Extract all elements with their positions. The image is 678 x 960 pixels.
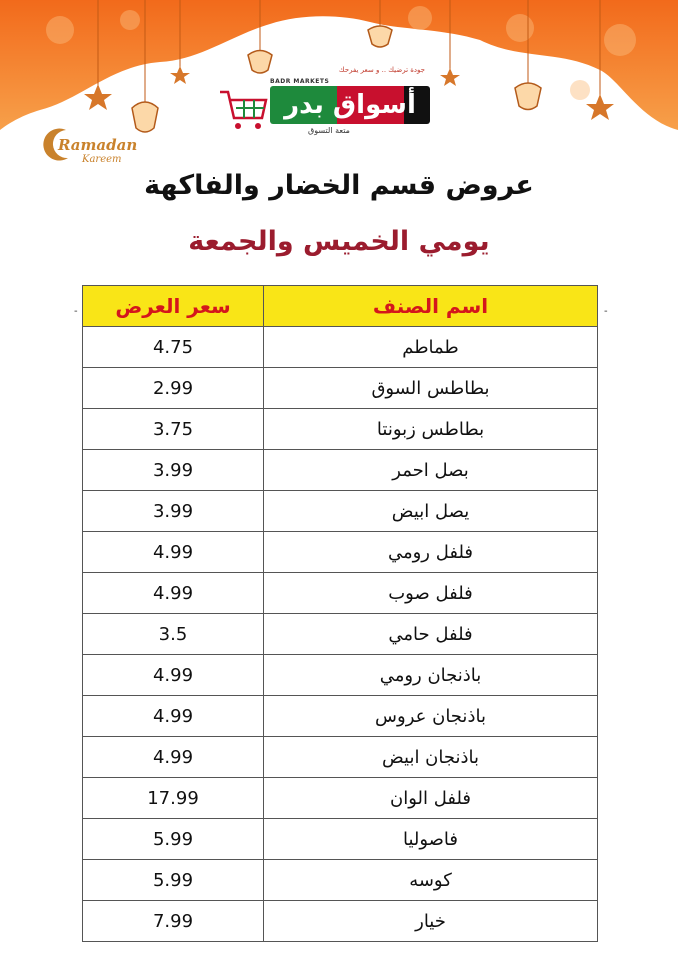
header-item-name: اسم الصنف <box>264 286 598 327</box>
item-name: فلفل صوب <box>264 573 598 614</box>
header-price: سعر العرض <box>83 286 264 327</box>
ramadan-kareem-badge <box>38 120 138 172</box>
table-row <box>83 860 598 901</box>
brand-logo <box>218 66 433 160</box>
divider-mark: - <box>604 306 608 317</box>
table-row <box>83 696 598 737</box>
table-row <box>83 573 598 614</box>
divider-mark: - <box>74 306 78 317</box>
item-price: 4.99 <box>83 573 264 614</box>
item-price: 4.99 <box>83 737 264 778</box>
ramadan-text: Ramadan <box>58 136 138 154</box>
table-row <box>83 409 598 450</box>
item-name: كوسه <box>264 860 598 901</box>
item-price: 5.99 <box>83 819 264 860</box>
item-price: 5.99 <box>83 860 264 901</box>
item-name: فلفل حامي <box>264 614 598 655</box>
table-row <box>83 901 598 942</box>
item-name: بصل احمر <box>264 450 598 491</box>
item-name: بطاطس السوق <box>264 368 598 409</box>
item-price: 3.75 <box>83 409 264 450</box>
item-price: 4.99 <box>83 532 264 573</box>
item-name: باذنجان رومي <box>264 655 598 696</box>
item-price: 4.75 <box>83 327 264 368</box>
table-row <box>83 655 598 696</box>
item-name: بطاطس زبونتا <box>264 409 598 450</box>
table-row <box>83 737 598 778</box>
brand-name-en: BADR MARKETS <box>270 78 330 85</box>
item-price: 17.99 <box>83 778 264 819</box>
table-row <box>83 368 598 409</box>
item-price: 3.99 <box>83 450 264 491</box>
offers-table <box>82 285 598 942</box>
table-row <box>83 778 598 819</box>
shopping-cart-icon <box>218 88 270 132</box>
item-name: باذنجان ابيض <box>264 737 598 778</box>
table-row <box>83 450 598 491</box>
kareem-text: Kareem <box>82 154 122 165</box>
table-row <box>83 614 598 655</box>
item-name: فاصوليا <box>264 819 598 860</box>
table-row <box>83 491 598 532</box>
item-name: خيار <box>264 901 598 942</box>
item-name: باذنجان عروس <box>264 696 598 737</box>
table-row <box>83 532 598 573</box>
item-name: طماطم <box>264 327 598 368</box>
table-header-row <box>83 286 598 327</box>
table-row <box>83 819 598 860</box>
page-subtitle: يومي الخميس والجمعة <box>188 226 490 257</box>
item-price: 4.99 <box>83 655 264 696</box>
brand-name-ar: أسواق بدر <box>284 90 416 120</box>
item-price: 4.99 <box>83 696 264 737</box>
item-name: فلفل الوان <box>264 778 598 819</box>
item-name: فلفل رومي <box>264 532 598 573</box>
item-name: يصل ابيض <box>264 491 598 532</box>
item-price: 7.99 <box>83 901 264 942</box>
item-price: 2.99 <box>83 368 264 409</box>
brand-tagline: جودة ترضيك .. و سعر يفرحك <box>338 66 425 74</box>
page-title: عروض قسم الخضار والفاكهة <box>144 170 534 201</box>
table-row <box>83 327 598 368</box>
item-price: 3.99 <box>83 491 264 532</box>
item-price: 3.5 <box>83 614 264 655</box>
brand-subline: متعة التسوق <box>308 126 350 135</box>
